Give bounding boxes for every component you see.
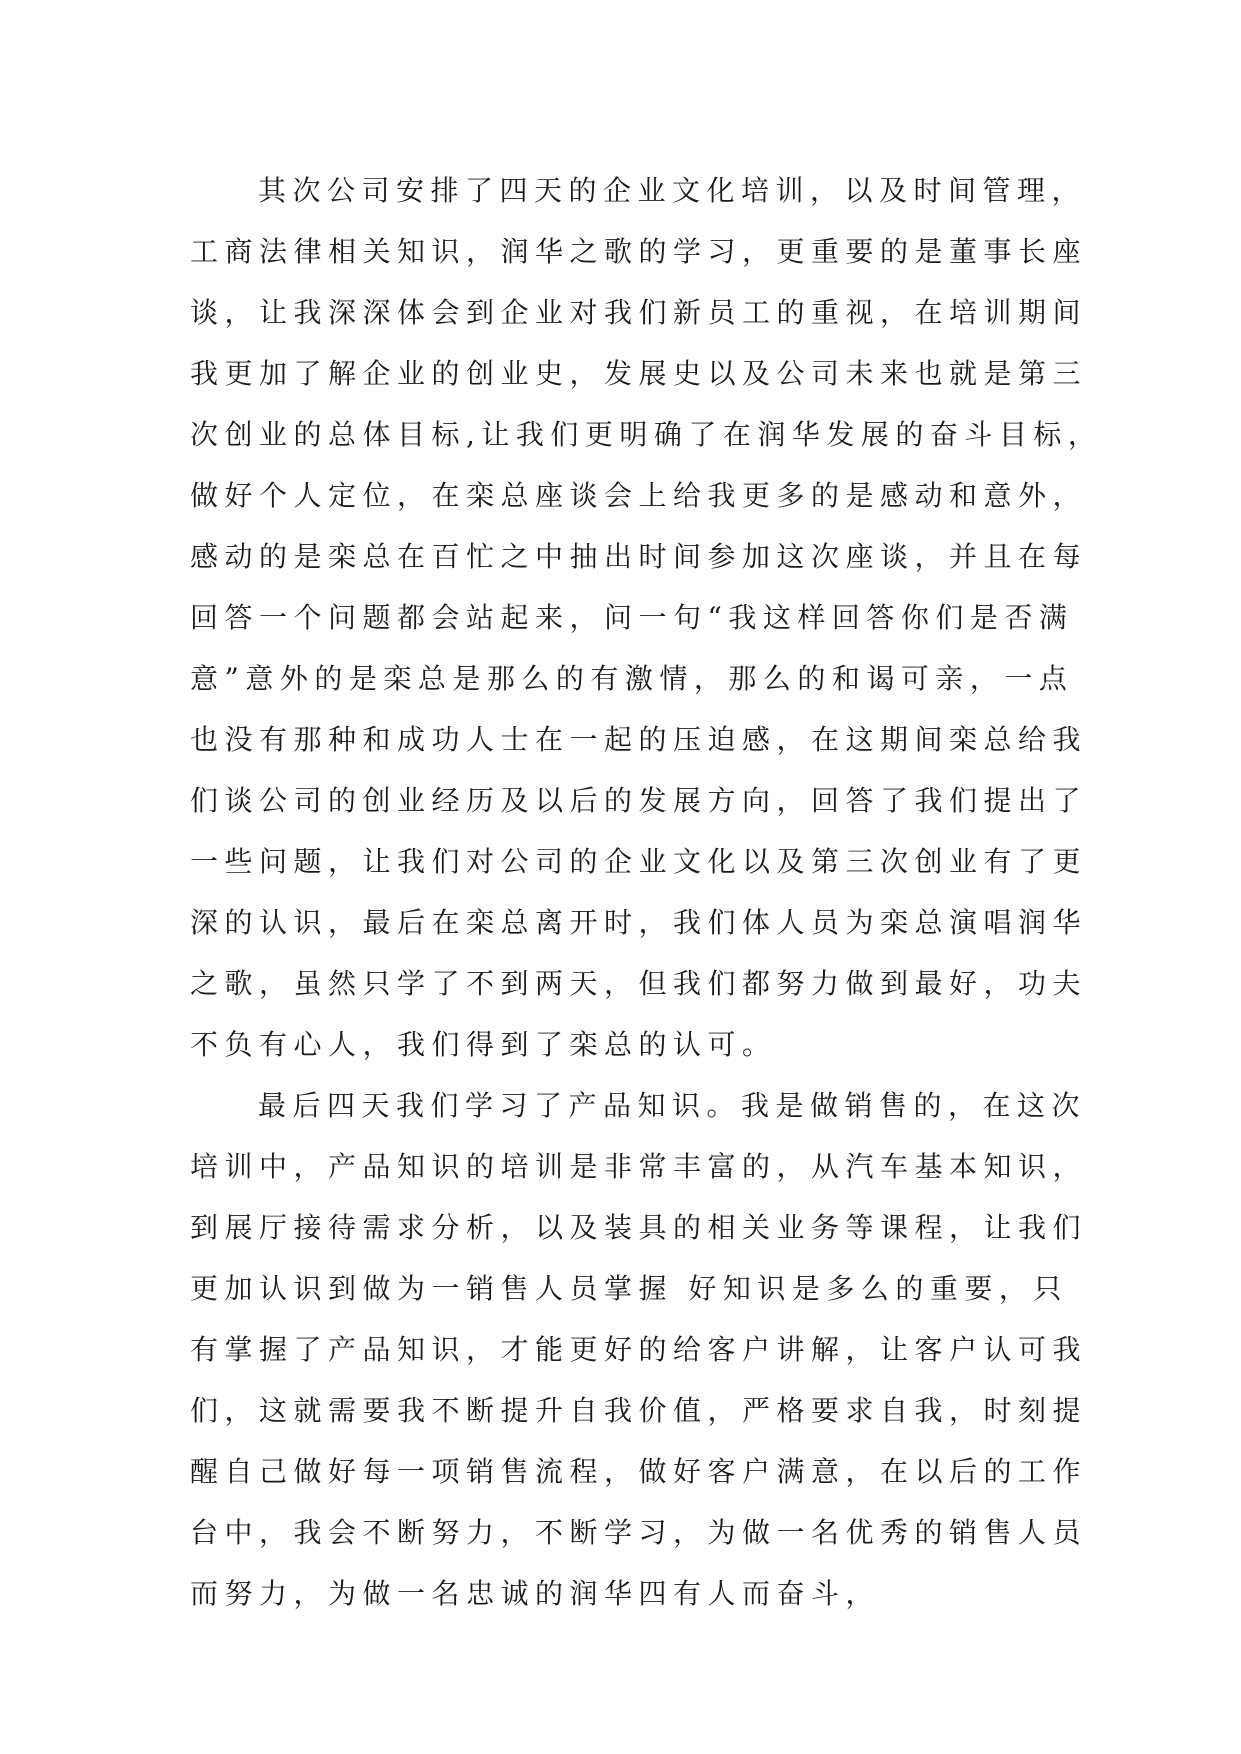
paragraph-line: 工商法律相关知识，润华之歌的学习，更重要的是董事长座 [190,235,1088,268]
paragraph-line: 感动的是栾总在百忙之中抽出时间参加这次座谈，并且在每 [190,540,1088,573]
paragraph-line: 其次公司安排了四天的企业文化培训，以及时间管理， [258,174,1087,207]
paragraph-line: 意”意外的是栾总是那么的有激情，那么的和谒可亲，一点 [190,662,1074,695]
paragraph-line: 更加认识到做为一销售人员掌握 好知识是多么的重要，只 [190,1272,1068,1305]
paragraph-line: 谈，让我深深体会到企业对我们新员工的重视，在培训期间 [190,296,1088,329]
paragraph-line: 我更加了解企业的创业史，发展史以及公司未来也就是第三 [190,357,1088,390]
document-body [190,160,1103,1624]
paragraph-line: 也没有那种和成功人士在一起的压迫感，在这期间栾总给我 [190,723,1088,756]
paragraph-line: 们，这就需要我不断提升自我价值，严格要求自我，时刻提 [190,1394,1088,1427]
paragraph-line: 台中，我会不断努力，不断学习，为做一名优秀的销售人员 [190,1516,1088,1549]
paragraph-line: 不负有心人，我们得到了栾总的认可。 [190,1028,777,1061]
paragraph-line: 最后四天我们学习了产品知识。我是做销售的，在这次 [258,1089,1087,1122]
paragraph-1 [190,160,1103,1075]
paragraph-line: 培训中，产品知识的培训是非常丰富的，从汽车基本知识， [190,1150,1088,1183]
paragraph-line: 们谈公司的创业经历及以后的发展方向，回答了我们提出了 [190,784,1088,817]
paragraph-line: 醒自己做好每一项销售流程，做好客户满意，在以后的工作 [190,1455,1088,1488]
paragraph-line: 到展厅接待需求分析，以及装具的相关业务等课程，让我们 [190,1211,1088,1244]
paragraph-2 [190,1075,1088,1624]
paragraph-line: 而努力，为做一名忠诚的润华四有人而奋斗， [190,1577,881,1610]
paragraph-line: 回答一个问题都会站起来，问一句“我这样回答你们是否满 [190,601,1074,634]
paragraph-line: 有掌握了产品知识，才能更好的给客户讲解，让客户认可我 [190,1333,1088,1366]
paragraph-line: 之歌，虽然只学了不到两天，但我们都努力做到最好，功夫 [190,967,1088,1000]
paragraph-line: 次创业的总体目标,让我们更明确了在润华发展的奋斗目标， [190,418,1103,451]
paragraph-line: 做好个人定位，在栾总座谈会上给我更多的是感动和意外， [190,479,1088,512]
paragraph-line: 一些问题，让我们对公司的企业文化以及第三次创业有了更 [190,845,1088,878]
paragraph-line: 深的认识，最后在栾总离开时，我们体人员为栾总演唱润华 [190,906,1088,939]
